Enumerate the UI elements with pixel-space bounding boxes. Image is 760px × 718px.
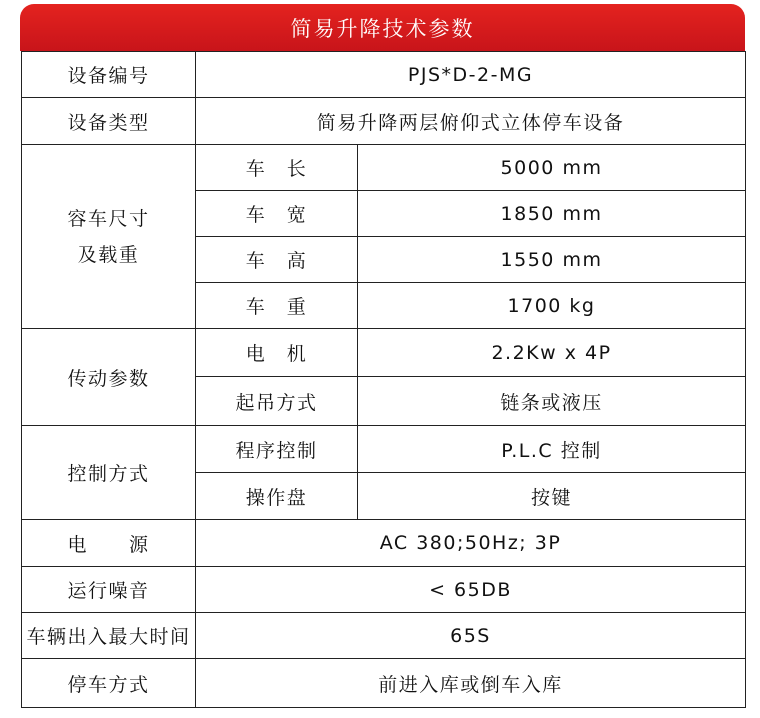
row-label-noise: 运行噪音 [22,567,196,613]
row-label-parking: 停车方式 [22,659,196,708]
row-value-time: 65S [196,613,746,659]
table-row [22,520,746,567]
sub-label-lifting: 起吊方式 [196,377,358,426]
row-value-noise: < 65DB [196,567,746,613]
table-row [22,567,746,613]
row-value-power: AC 380;50Hz; 3P [196,520,746,567]
row-value-type: 简易升降两层俯仰式立体停车设备 [196,98,746,145]
table-row [22,98,746,145]
row-label-type: 设备类型 [22,98,196,145]
row-label-drive: 传动参数 [22,329,196,426]
row-label-time: 车辆出入最大时间 [22,613,196,659]
table-row [22,426,746,473]
table-row [22,613,746,659]
sub-value-program: P.L.C 控制 [358,426,746,473]
sub-value-height: 1550 mm [358,237,746,283]
sub-value-weight: 1700 kg [358,283,746,329]
row-value-model: PJS*D-2-MG [196,52,746,98]
row-label-capacity [22,145,196,329]
table-row [22,52,746,98]
sub-value-length: 5000 mm [358,145,746,191]
sub-label-program: 程序控制 [196,426,358,473]
row-label-power: 电 源 [22,520,196,567]
table-row [22,145,746,191]
sub-label-width: 车 宽 [196,191,358,237]
row-label-model: 设备编号 [22,52,196,98]
sub-value-motor: 2.2Kw x 4P [358,329,746,377]
sub-label-panel: 操作盘 [196,473,358,520]
table-row [22,659,746,708]
row-value-parking: 前进入库或倒车入库 [196,659,746,708]
capacity-label-line2: 及载重 [77,243,140,266]
sub-value-width: 1850 mm [358,191,746,237]
spec-table [21,51,746,708]
table-row [22,329,746,377]
sub-label-weight: 车 重 [196,283,358,329]
sub-value-panel: 按键 [358,473,746,520]
sub-label-height: 车 高 [196,237,358,283]
capacity-label-line1: 容车尺寸 [67,207,150,230]
sub-value-lifting: 链条或液压 [358,377,746,426]
sub-label-motor: 电 机 [196,329,358,377]
row-label-control: 控制方式 [22,426,196,520]
sub-label-length: 车 长 [196,145,358,191]
table-title: 简易升降技术参数 [20,4,745,51]
